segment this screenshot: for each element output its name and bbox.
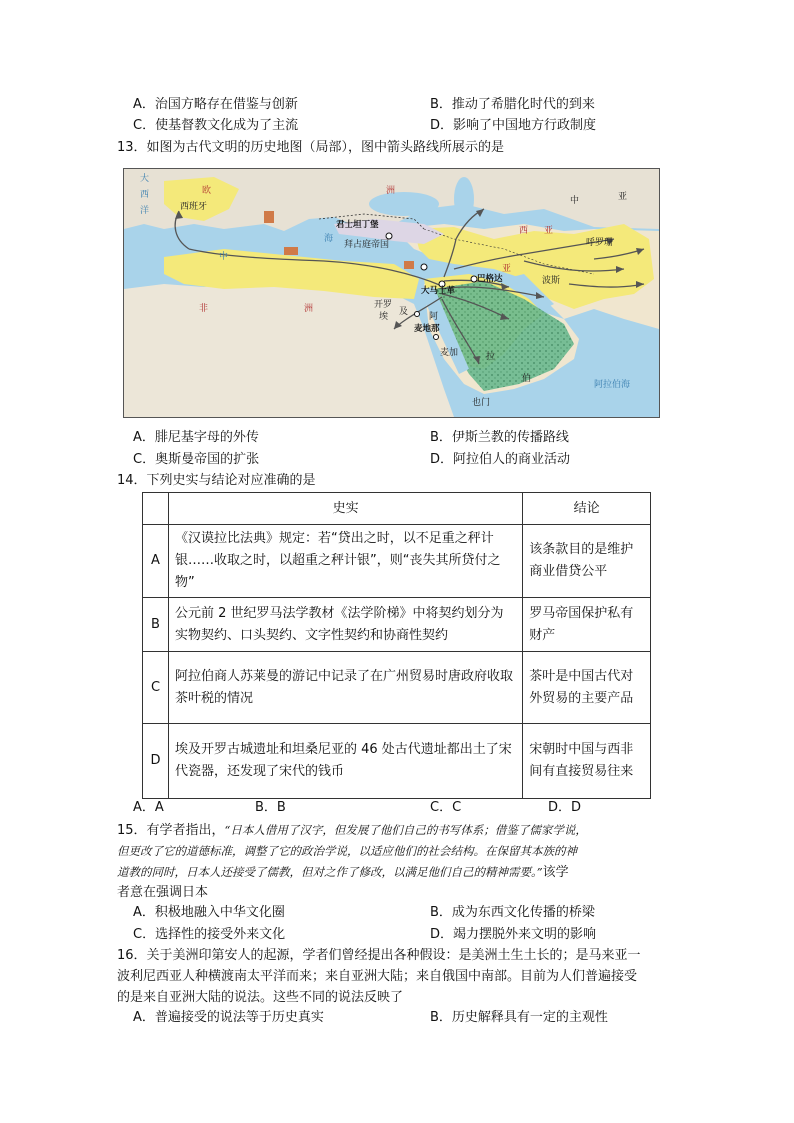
map-label-bageda: 巴格达 xyxy=(477,274,503,284)
q15-option-d: D．竭力摆脱外来文明的影响 xyxy=(430,927,597,942)
q15-option-c: C．选择性的接受外来文化 xyxy=(133,927,286,942)
row-conclusion: 该条款目的是维护商业借贷公平 xyxy=(523,525,651,598)
map-label-ji: 及 xyxy=(399,307,409,317)
row-fact: 阿拉伯商人苏莱曼的游记中记录了在广州贸易时唐政府收取茶叶税的情况 xyxy=(168,652,522,724)
q16-option-a: A．普遍接受的说法等于历史真实 xyxy=(133,1010,324,1025)
q15-option-a: A．积极地融入中华文化圈 xyxy=(133,905,285,920)
q16-line-2: 波利尼西亚人种横渡南太平洋而来；来自亚洲大陆；来自俄国中南部。目前为人们普遍接受 xyxy=(117,969,638,984)
q12-option-b: B．推动了希腊化时代的到来 xyxy=(430,97,595,112)
row-letter: A xyxy=(143,525,169,598)
header-blank xyxy=(143,493,169,525)
q14-option-d: D．D xyxy=(548,800,582,815)
q12-option-c: C．使基督教文化成为了主流 xyxy=(133,118,299,133)
map-label-zhou: 洲 xyxy=(304,304,314,314)
map-label-fei: 非 xyxy=(199,304,209,314)
map-label-ou: 欧 xyxy=(202,186,212,196)
row-conclusion: 茶叶是中国古代对外贸易的主要产品 xyxy=(523,652,651,724)
map-label-bo: 伯 xyxy=(522,374,532,384)
q12-option-a: A．治国方略存在借鉴与创新 xyxy=(133,97,298,112)
q15-option-b: B．成为东西文化传播的桥梁 xyxy=(430,905,595,920)
map-label-la: 拉 xyxy=(486,352,496,362)
map-label-alabohai: 阿拉伯海 xyxy=(594,380,631,390)
header-fact: 史实 xyxy=(168,493,522,525)
table-row xyxy=(143,525,651,598)
q13-stem: 13．如图为古代文明的历史地图（局部），图中箭头路线所展示的是 xyxy=(117,140,505,155)
map-label-huluoshan: 呼罗珊 xyxy=(586,238,614,248)
map-label-a: 阿 xyxy=(429,312,439,322)
table-row xyxy=(143,652,651,724)
q12-option-d: D．影响了中国地方行政制度 xyxy=(430,118,597,133)
table-header-row xyxy=(143,493,651,525)
q15-line-4: 者意在强调日本 xyxy=(117,885,209,900)
row-letter: D xyxy=(143,724,169,799)
q15-quote-3: 道教的同时，日本人还接受了儒教，但对之作了修改，以满足他们自己的精神需要。” xyxy=(117,865,543,879)
historical-map xyxy=(123,168,660,418)
q13-option-d: D．阿拉伯人的商业活动 xyxy=(430,452,571,467)
map-label-junshitanding: 君士坦丁堡 xyxy=(336,220,379,230)
q13-option-c: C．奥斯曼帝国的扩张 xyxy=(133,452,260,467)
q14-option-b: B．B xyxy=(255,800,286,815)
map-label-xi2: 西 xyxy=(519,226,529,236)
map-label-yemen: 也门 xyxy=(472,398,491,408)
q15-quote-2: 但更改了它的道德标准，调整了它的政治学说，以适应他们的社会结构。在保留其本族的神 xyxy=(117,844,577,858)
q15-line-1 xyxy=(117,821,587,840)
row-fact: 埃及开罗古城遗址和坦桑尼亚的 46 处古代遗址都出土了宋代瓷器，还发现了宋代的钱币 xyxy=(168,724,522,799)
map-label-zhongya: 中 xyxy=(570,196,580,206)
map-label-yang: 洋 xyxy=(140,206,150,216)
q14-option-a: A．A xyxy=(133,800,164,815)
map-label-xi: 西 xyxy=(140,190,150,200)
q15-quote-1: “日本人借用了汉字，但发展了他们自己的书写体系；借鉴了儒家学说， xyxy=(224,823,587,837)
q15-tail: 该学 xyxy=(542,865,569,880)
map-label-bosi: 波斯 xyxy=(542,276,561,286)
map-label-zhong-left: 中 xyxy=(219,252,229,262)
q16-option-b: B．历史解释具有一定的主观性 xyxy=(430,1010,608,1025)
map-label-ya2: 亚 xyxy=(618,192,628,202)
table-row xyxy=(143,724,651,799)
q14-stem: 14．下列史实与结论对应准确的是 xyxy=(117,473,316,488)
map-label-hai-left: 海 xyxy=(324,234,334,244)
map-label-kailuo: 开罗 xyxy=(374,300,393,310)
map-label-ai: 埃 xyxy=(379,312,389,322)
row-conclusion: 宋朝时中国与西非间有直接贸易往来 xyxy=(523,724,651,799)
map-label-maijia: 麦加 xyxy=(440,348,459,358)
q16-line-1: 16．关于美洲印第安人的起源，学者们曾经提出各种假设：是美洲土生土长的；是马来亚一 xyxy=(117,948,641,963)
map-label-ya3: 亚 xyxy=(544,226,554,236)
q15-prefix: 15．有学者指出， xyxy=(117,823,225,838)
row-letter: C xyxy=(143,652,169,724)
map-label-xibanya: 西班牙 xyxy=(180,202,208,212)
row-fact: 《汉谟拉比法典》规定：若“贷出之时，以不足重之秤计银……收取之时，以超重之秤计银”，则“丧失其所贷付之物” xyxy=(168,525,522,598)
q13-option-b: B．伊斯兰教的传播路线 xyxy=(430,430,569,445)
row-conclusion: 罗马帝国保护私有财产 xyxy=(523,598,651,652)
row-letter: B xyxy=(143,598,169,652)
q15-line-3 xyxy=(117,863,569,882)
map-label-baizhanting: 拜占庭帝国 xyxy=(344,240,390,250)
map-label-zhou-top: 洲 xyxy=(386,186,396,196)
q14-option-c: C．C xyxy=(430,800,462,815)
map-label-damashige: 大马士革 xyxy=(421,286,456,296)
q14-table xyxy=(142,492,651,799)
map-label-yazhou: 亚 xyxy=(502,264,512,274)
table-row xyxy=(143,598,651,652)
header-conclusion: 结论 xyxy=(523,493,651,525)
map-label-maidina: 麦地那 xyxy=(414,324,440,334)
q13-option-a: A．腓尼基字母的外传 xyxy=(133,430,259,445)
q16-line-3: 的是来自亚洲大陆的说法。这些不同的说法反映了 xyxy=(117,990,404,1005)
map-label-da: 大 xyxy=(140,174,150,184)
row-fact: 公元前 2 世纪罗马法学教材《法学阶梯》中将契约划分为实物契约、口头契约、文字性契约和协商性契约 xyxy=(168,598,522,652)
